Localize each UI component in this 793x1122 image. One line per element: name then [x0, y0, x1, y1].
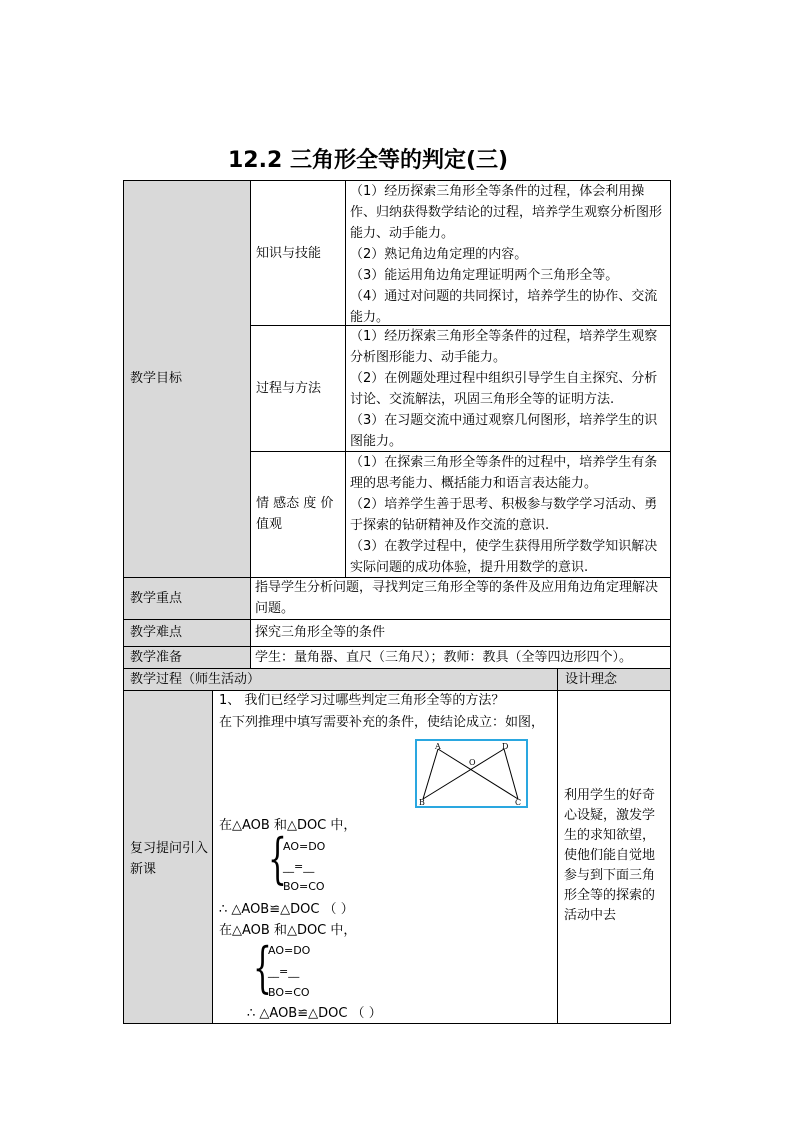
process-item: （2）在例题处理过程中组织引导学生自主探究、分析讨论、交流解法，巩固三角形全等的证明方法. — [350, 371, 658, 407]
knowledge-item: （4）通过对问题的共同探讨，培养学生的协作、交流能力。 — [350, 289, 658, 325]
label-o: O — [469, 758, 476, 767]
process-item: （3）在习题交流中通过观察几何图形，培养学生的识图能力。 — [350, 413, 658, 449]
goals-label: 教学目标 — [130, 371, 183, 386]
attitude-item: （2）培养学生善于思考、积极参与数学学习活动、勇于探索的钻研精神及作交流的意识. — [350, 497, 658, 533]
review-label: 复习提问引入新课 — [130, 841, 209, 877]
attitude-item: （1）在探索三角形全等条件的过程中，培养学生有条理的思考能力、概括能力和语言表达能力。 — [350, 455, 658, 491]
attitude-items — [350, 452, 666, 578]
process-header-right: 设计理念 — [565, 672, 618, 687]
knowledge-label: 知识与技能 — [256, 246, 322, 261]
keypoint-label: 教学重点 — [130, 591, 183, 606]
block2-intro: 在△AOB 和△DOC 中， — [219, 923, 357, 938]
block1-cond-3: BO=CO — [283, 880, 325, 893]
label-b: B — [419, 798, 425, 807]
brace-icon: { — [253, 936, 272, 999]
review-question-1: 1、 我们已经学习过哪些判定三角形全等的方法？ — [219, 693, 505, 708]
keypoint-text: 指导学生分析问题，寻找判定三角形全等的条件及应用角边角定理解决问题。 — [255, 580, 659, 616]
design-rationale: 利用学生的好奇心设疑，激发学生的求知欲望，使他们能自觉地参与到下面三角形全等的探索的活动中去 — [564, 788, 656, 923]
preparation-label: 教学准备 — [130, 650, 183, 665]
process-label: 过程与方法 — [256, 381, 322, 396]
block1-conclusion: ∴ △AOB≌△DOC （ ） — [219, 902, 354, 917]
process-header-left: 教学过程（师生活动） — [130, 672, 261, 687]
knowledge-item: （1）经历探索三角形全等条件的过程，体会利用操作、归纳获得数学结论的过程，培养学生观察分析图形能力、动手能力。 — [350, 184, 663, 241]
knowledge-item: （2）熟记角边角定理的内容。 — [350, 247, 528, 262]
process-item: （1）经历探索三角形全等条件的过程，培养学生观察分析图形能力、动手能力。 — [350, 329, 658, 365]
attitude-item: （3）在教学过程中，使学生获得用所学数学知识解决实际问题的成功体验，提升用数学的意识. — [350, 539, 658, 575]
difficulty-text: 探究三角形全等的条件 — [255, 625, 386, 640]
knowledge-items — [350, 181, 666, 328]
block1-intro: 在△AOB 和△DOC 中， — [219, 818, 357, 833]
label-d: D — [502, 742, 509, 751]
brace-icon: { — [268, 827, 287, 890]
preparation-text: 学生：量角器、直尺（三角尺）；教师：教具（全等四边形四个）。 — [255, 650, 633, 665]
block2-cond-1: AO=DO — [268, 944, 311, 957]
triangle-figure — [415, 739, 528, 808]
difficulty-label: 教学难点 — [130, 625, 183, 640]
block2-conclusion: ∴ △AOB≌△DOC （ ） — [247, 1006, 382, 1021]
label-c: C — [515, 798, 522, 807]
review-question-2: 在下列推理中填写需要补充的条件，使结论成立：如图， — [219, 715, 545, 730]
page-title: 12.2 三角形全等的判定(三) — [228, 148, 509, 173]
label-a: A — [435, 742, 441, 751]
block2-cond-3: BO=CO — [268, 986, 310, 999]
attitude-label: 情 感态 度 价值观 — [256, 496, 334, 532]
knowledge-item: （3）能运用角边角定理证明两个三角形全等。 — [350, 268, 619, 283]
block1-cond-1: AO=DO — [283, 840, 326, 853]
process-items — [350, 326, 666, 452]
block1-cond-2: __=__ — [283, 860, 315, 873]
block2-cond-2: __=__ — [268, 965, 300, 978]
